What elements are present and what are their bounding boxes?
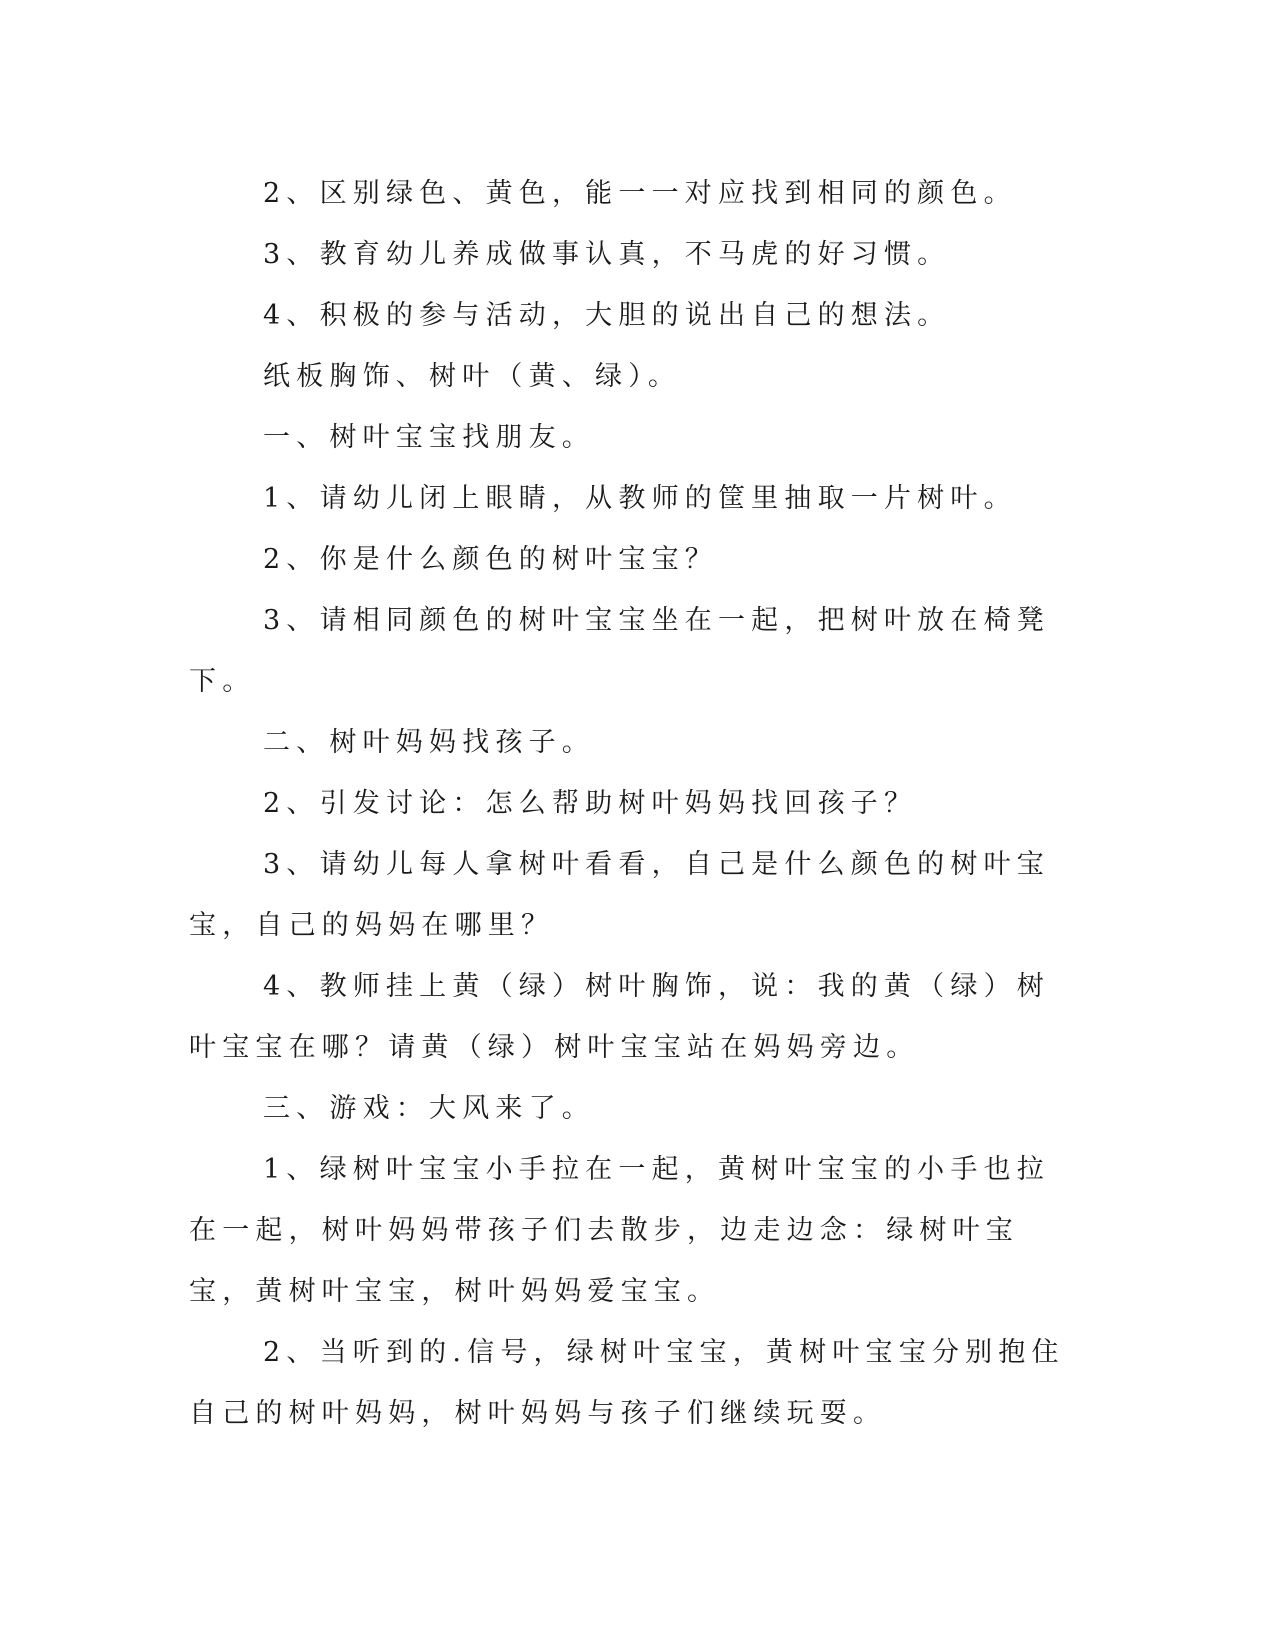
paragraph-step-2-3: 3、请幼儿每人拿树叶看看，自己是什么颜色的树叶宝宝，自己的妈妈在哪里？ — [189, 849, 1050, 941]
paragraph-step-3-1: 1、绿树叶宝宝小手拉在一起，黄树叶宝宝的小手也拉在一起，树叶妈妈带孩子们去散步，边走边念：绿树叶宝宝，黄树叶宝宝，树叶妈妈爱宝宝。 — [189, 1154, 1050, 1307]
paragraph-materials: 纸板胸饰、树叶（黄、绿）。 — [263, 361, 682, 392]
paragraph-step-2-4: 4、教师挂上黄（绿）树叶胸饰，说：我的黄（绿）树叶宝宝在哪？请黄（绿）树叶宝宝站在妈妈旁边。 — [189, 971, 1050, 1063]
paragraph-step-2-2: 2、引发讨论：怎么帮助树叶妈妈找回孩子？ — [263, 788, 918, 819]
section-heading-2: 二、树叶妈妈找孩子。 — [263, 727, 595, 758]
paragraph-step-1-3: 3、请相同颜色的树叶宝宝坐在一起，把树叶放在椅凳下。 — [189, 605, 1050, 697]
paragraph-objective-4: 4、积极的参与活动，大胆的说出自己的想法。 — [263, 300, 951, 331]
section-heading-1: 一、树叶宝宝找朋友。 — [263, 422, 595, 453]
section-heading-3: 三、游戏：大风来了。 — [263, 1093, 595, 1124]
paragraph-objective-3: 3、教育幼儿养成做事认真，不马虎的好习惯。 — [263, 239, 951, 270]
paragraph-step-3-2: 2、当听到的.信号，绿树叶宝宝，黄树叶宝宝分别抱住自己的树叶妈妈，树叶妈妈与孩子们继续玩耍。 — [189, 1337, 1065, 1429]
document-body — [189, 163, 1069, 1444]
paragraph-step-1-2: 2、你是什么颜色的树叶宝宝？ — [263, 544, 718, 575]
paragraph-step-1-1: 1、请幼儿闭上眼睛，从教师的筐里抽取一片树叶。 — [263, 483, 1017, 514]
paragraph-objective-2: 2、区别绿色、黄色，能一一对应找到相同的颜色。 — [263, 178, 1017, 209]
